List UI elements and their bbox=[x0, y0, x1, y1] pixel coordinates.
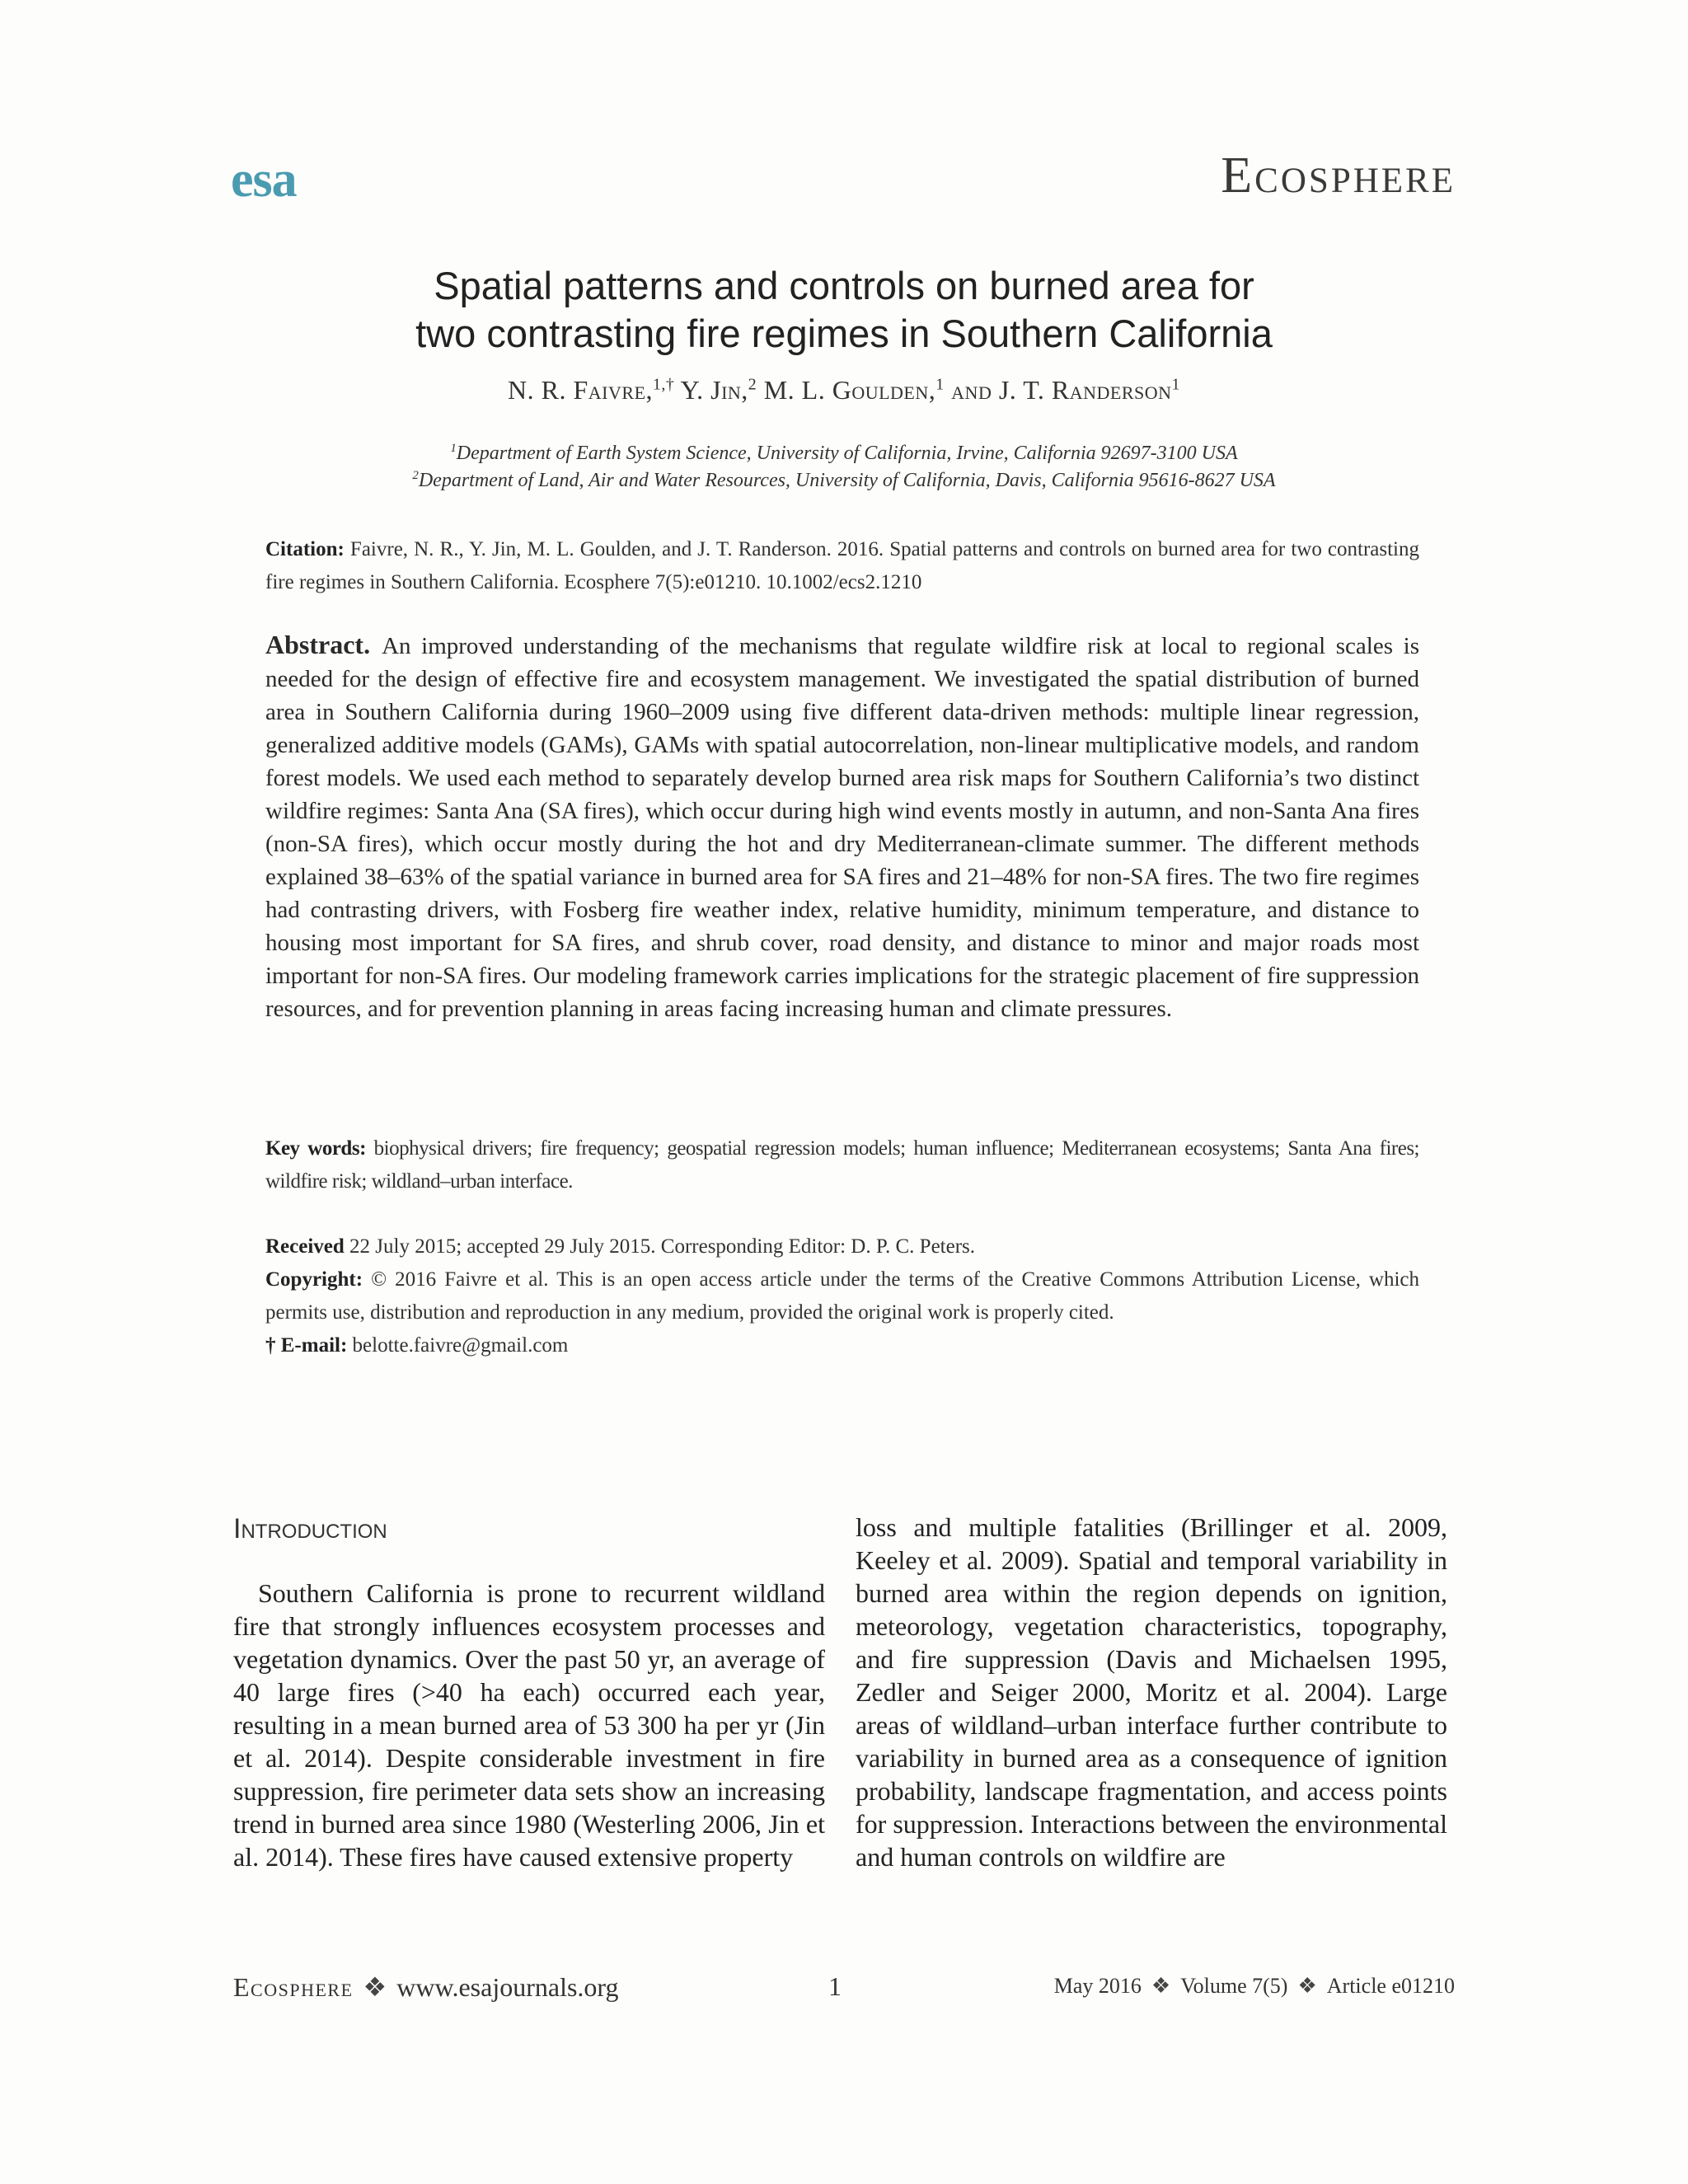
abstract bbox=[265, 628, 1419, 1025]
title-line-1: Spatial patterns and controls on burned area for bbox=[434, 264, 1254, 307]
footer-journal: Ecosphere ❖ www.esajournals.org bbox=[233, 1972, 619, 2002]
copyright: Copyright: © 2016 Faivre et al. This is an open access article under the terms of the Creative Commons Attribution License, which permits use, distribution and reproduction in any medium, provided the original work is properly cited. bbox=[265, 1268, 1419, 1324]
title-line-2: two contrasting fire regimes in Southern California bbox=[415, 312, 1273, 355]
affiliation-2: $^2$Department of Land, Air and Water Resources, University of California, Davis, California 95616-8627 USA bbox=[412, 469, 1276, 491]
email: † E-mail: belotte.faivre@gmail.com bbox=[265, 1334, 569, 1357]
abstract-label: Abstract. bbox=[265, 630, 371, 659]
article-title bbox=[0, 262, 1688, 358]
author-2: Y. Jin,$^2$ bbox=[680, 375, 757, 405]
abstract-text: An improved understanding of the mechanisms that regulate wildfire risk at local to regional scales is needed for the design of effective fire and ecosystem management. We investigated the spatial distribution of burned area in Southern California during 1960–2009 using five different data-driven methods: multiple linear regression, generalized additive models (GAMs), GAMs with spatial autocorrelation, non-linear multiplicative models, and random forest models. We used each method to separately develop burned area risk maps for Southern California’s two distinct wildfire regimes: Santa Ana (SA fires), which occur during high wind events mostly in autumn, and non-Santa Ana fires (non-SA fires), which occur mostly during the hot and dry Mediterranean-climate summer. The different methods explained 38–63% of the spatial variance in burned area for SA fires and 21–48% for non-SA fires. The two fire regimes had contrasting drivers, with Fosberg fire weather index, relative humidity, minimum temperature, and distance to housing most important for SA fires, and shrub cover, road density, and distance to minor and major roads most important for non-SA fires. Our modeling framework carries implications for the strategic placement of fire suppression resources, and for prevention planning in areas facing increasing human and climate pressures. bbox=[265, 633, 1419, 1022]
email-address[interactable]: belotte.faivre@gmail.com bbox=[352, 1334, 569, 1357]
author-list bbox=[0, 375, 1688, 405]
author-3: M. L. Goulden,$^1$ bbox=[763, 375, 945, 405]
affiliation-1: $^1$Department of Earth System Science, University of California, Irvine, California 92697-3100 USA bbox=[450, 442, 1238, 464]
footer-url[interactable]: www.esajournals.org bbox=[396, 1972, 619, 2002]
diamond-icon: ❖ bbox=[1151, 1974, 1171, 1998]
authors-and: and bbox=[951, 375, 992, 405]
keywords: Key words: biophysical drivers; fire frequency; geospatial regression models; human influence; Mediterranean ecosystems; Santa Ana fires; wildfire risk; wildland–urban interface. bbox=[265, 1137, 1420, 1193]
introduction-column-2: loss and multiple fatalities (Brillinger et al. 2009, Keeley et al. 2009). Spatial and temporal variability in burned area within the region depends on ignition, meteorology, vegetation characteristics, topography, and fire suppression (Davis and Michaelsen 1995, Zedler and Seiger 2000, Moritz et al. 2004). Large areas of wildland–urban interface further contribute to variability in burned area as a consequence of ignition probability, landscape fragmentation, and access points for suppression. Interactions between the environmental and human controls on wildfire are bbox=[856, 1512, 1447, 1872]
footer-issue-info: May 2016 ❖ Volume 7(5) ❖ Article e01210 bbox=[1053, 1974, 1455, 1998]
introduction-column-1: Southern California is prone to recurrent wildland fire that strongly influences ecosystem processes and vegetation dynamics. Over the past 50 yr, an average of 40 large fires (>40 ha each) occurred each year, resulting in a mean burned area of 53 300 ha per yr (Jin et al. 2014). Despite considerable investment in fire suppression, fire perimeter data sets show an increasing trend in burned area since 1980 (Westerling 2006, Jin et al. 2014). These fires have caused extensive property bbox=[233, 1578, 825, 1872]
page-number: 1 bbox=[828, 1971, 842, 2001]
author-4: J. T. Randerson$^1$ bbox=[998, 375, 1180, 405]
citation: Citation: Faivre, N. R., Y. Jin, M. L. Goulden, and J. T. Randerson. 2016. Spatial patterns and controls on burned area for two contrasting fire regimes in Southern California. Ecosphere 7(5):e01210. 10.1002/ecs2.1210 bbox=[265, 538, 1420, 593]
diamond-icon: ❖ bbox=[1297, 1974, 1317, 1998]
section-heading-introduction: Introduction bbox=[233, 1513, 387, 1544]
received-dates: Received 22 July 2015; accepted 29 July 2015. Corresponding Editor: D. P. C. Peters. bbox=[265, 1235, 976, 1258]
journal-name: Ecosphere bbox=[1221, 148, 1456, 204]
author-1: N. R. Faivre,$^{1,\dagger}$ bbox=[508, 375, 675, 405]
esa-logo: esa bbox=[231, 152, 297, 208]
diamond-icon: ❖ bbox=[363, 1972, 387, 2002]
